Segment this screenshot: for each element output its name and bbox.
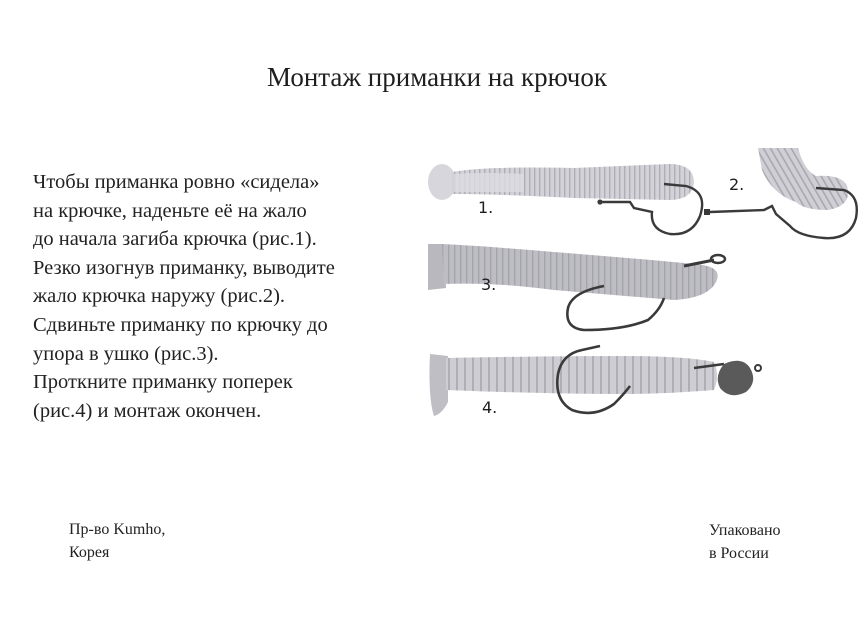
manufacturer-country: Корея [69, 544, 110, 561]
instruction-line: Резко изогнув приманку, выводите [33, 256, 335, 279]
figure-label: 2. [729, 175, 745, 194]
packaging-country: в России [709, 545, 769, 562]
instruction-line: (рис.4) и монтаж окончен. [33, 399, 262, 422]
packaging-line: Упаковано [709, 522, 781, 539]
lure-hook-illustration-1 [424, 158, 704, 238]
page-title: Монтаж приманки на крючок [267, 62, 607, 92]
figure-2 [700, 148, 866, 243]
packaging-info [709, 519, 781, 565]
figure-label: 3. [481, 275, 497, 294]
instruction-line: Проткните приманку поперек [33, 371, 293, 394]
figure-label: 4. [482, 398, 498, 417]
instruction-line: упора в ушко (рис.3). [33, 342, 219, 365]
figure-3 [424, 238, 734, 338]
instruction-line: жало крючка наружу (рис.2). [33, 285, 286, 308]
lure-hook-illustration-3 [424, 238, 734, 338]
figure-1 [424, 158, 704, 238]
figure-label: 1. [478, 198, 494, 217]
instruction-line: на крючке, наденьте её на жало [33, 199, 307, 222]
instruction-line: Чтобы приманка ровно «сидела» [33, 171, 320, 193]
figure-4 [424, 342, 774, 440]
instruction-line: Сдвиньте приманку по крючку до [33, 313, 328, 336]
instruction-line: до начала загиба крючка (рис.1). [33, 228, 317, 251]
lure-hook-illustration-2 [700, 148, 866, 243]
lure-jig-illustration-4 [424, 342, 774, 440]
manufacturer-info [69, 518, 165, 564]
instructions-text [33, 168, 403, 425]
manufacturer-line: Пр-во Kumho, [69, 521, 166, 538]
